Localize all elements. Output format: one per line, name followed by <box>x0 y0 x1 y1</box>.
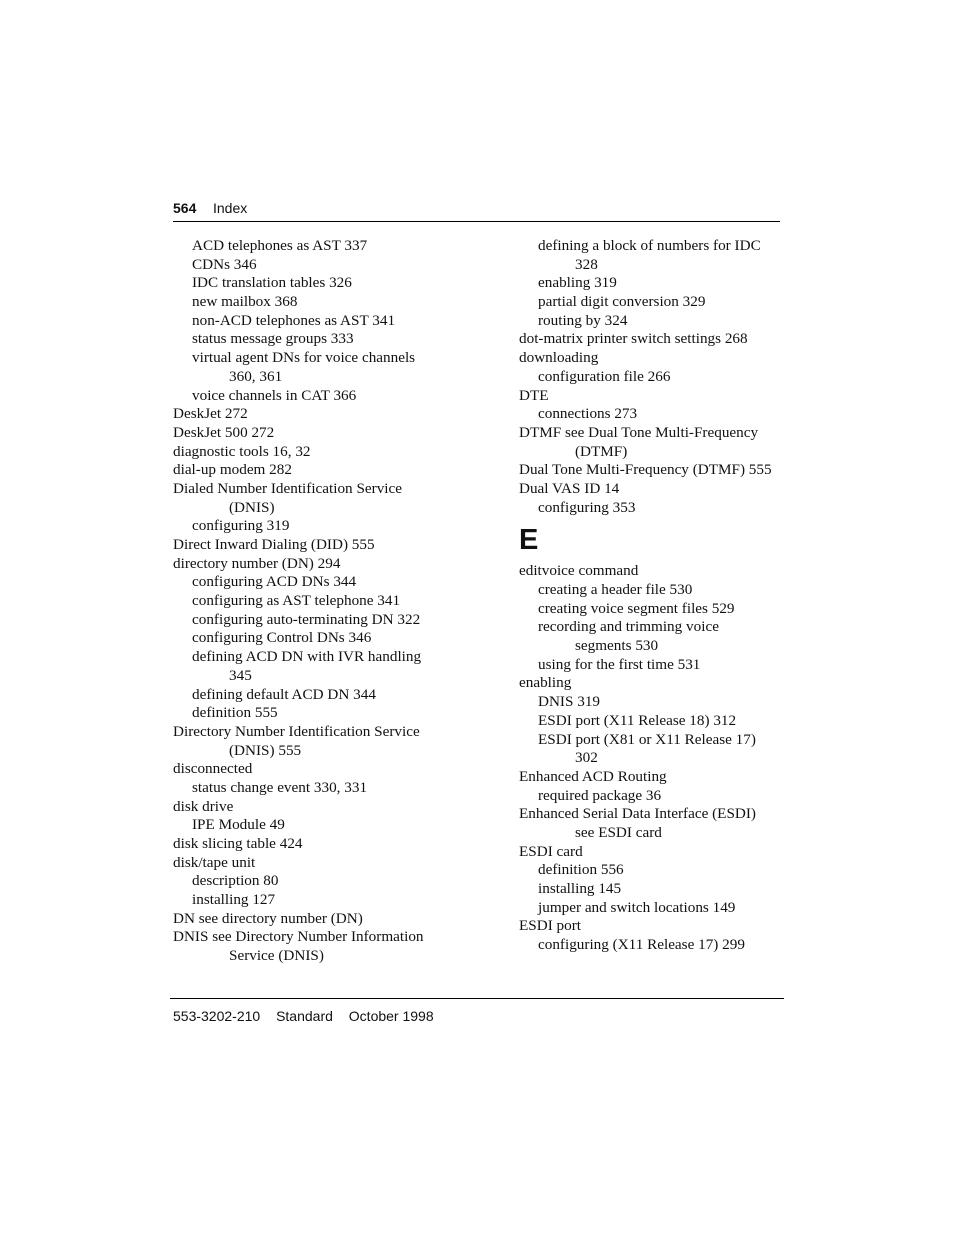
index-subentry: configuring as AST telephone 341 <box>192 592 401 610</box>
index-subentry: IPE Module 49 <box>192 816 285 834</box>
index-entry: DN see directory number (DN) <box>173 909 363 927</box>
section-letter-heading: E <box>519 524 539 557</box>
index-entry: DTMF see Dual Tone Multi-Frequency <box>519 423 759 441</box>
index-subentry: ACD telephones as AST 337 <box>192 237 368 254</box>
page-header <box>173 199 780 222</box>
index-subentry: voice channels in CAT 366 <box>192 386 357 404</box>
index-subentry: defining default ACD DN 344 <box>192 685 376 703</box>
index-subentry: definition 556 <box>538 861 624 879</box>
index-subentry: routing by 324 <box>538 311 628 329</box>
index-continuation: segments 530 <box>575 637 659 655</box>
index-entry: enabling <box>519 674 572 692</box>
index-entry: downloading <box>519 349 599 367</box>
index-subentry: jumper and switch locations 149 <box>538 898 736 916</box>
index-subentry: connections 273 <box>538 405 638 423</box>
index-subentry: creating voice segment files 529 <box>538 599 735 617</box>
index-entry: Enhanced ACD Routing <box>519 767 667 785</box>
index-subentry: creating a header file 530 <box>538 581 693 598</box>
index-continuation: (DNIS) 555 <box>229 741 302 759</box>
index-entry: editvoice command <box>519 562 639 580</box>
index-entry: disk/tape unit <box>173 853 256 871</box>
index-continuation: (DTMF) <box>575 442 628 460</box>
index-subentry: ESDI port (X11 Release 18) 312 <box>538 711 737 729</box>
index-entries-d-continued <box>519 237 789 517</box>
index-subentry: description 80 <box>192 872 279 890</box>
index-entry: Directory Number Identification Service <box>173 722 420 740</box>
index-continuation: 345 <box>229 666 252 684</box>
index-subentry: installing 145 <box>538 880 622 897</box>
index-entry: Dialed Number Identification Service <box>173 479 402 497</box>
index-entry: ESDI port <box>519 917 582 935</box>
index-subentry: configuring auto-terminating DN 322 <box>192 610 421 628</box>
index-subentry: non-ACD telephones as AST 341 <box>192 311 396 329</box>
index-subentry: definition 555 <box>192 704 278 722</box>
index-entry: Direct Inward Dialing (DID) 555 <box>173 536 375 553</box>
index-subentry: virtual agent DNs for voice channels <box>192 349 416 367</box>
page-number: 564 <box>173 200 197 216</box>
index-subentry: configuring ACD DNs 344 <box>192 573 357 591</box>
index-entry: dot-matrix printer switch settings 268 <box>519 330 748 348</box>
index-continuation: Service (DNIS) <box>229 947 324 965</box>
index-continuation: (DNIS) <box>229 498 275 516</box>
index-entry: dial-up modem 282 <box>173 461 292 479</box>
index-subentry: new mailbox 368 <box>192 293 298 311</box>
index-subentry: installing 127 <box>192 891 276 909</box>
index-subentry: defining a block of numbers for IDC <box>538 237 761 254</box>
index-subentry: configuration file 266 <box>538 367 671 385</box>
index-subentry: using for the first time 531 <box>538 655 701 673</box>
index-entry: DNIS see Directory Number Information <box>173 928 424 946</box>
section-title: Index <box>213 200 248 216</box>
index-entry: directory number (DN) 294 <box>173 554 341 572</box>
index-entry: diagnostic tools 16, 32 <box>173 442 311 460</box>
index-entries-e <box>519 562 789 954</box>
index-subentry: partial digit conversion 329 <box>538 293 706 311</box>
index-subentry: configuring 353 <box>538 498 636 516</box>
index-subentry: ESDI port (X81 or X11 Release 17) <box>538 730 756 748</box>
doc-date: October 1998 <box>348 1008 434 1024</box>
index-entry: DeskJet 272 <box>173 405 248 423</box>
doc-status: Standard <box>276 1008 333 1024</box>
doc-number: 553-3202-210 <box>173 1008 261 1024</box>
index-entry: Enhanced Serial Data Interface (ESDI) <box>519 805 756 823</box>
index-subentry: recording and trimming voice <box>538 618 719 636</box>
index-continuation: 302 <box>575 749 598 767</box>
index-entry: DeskJet 500 272 <box>173 423 275 441</box>
index-entry: disconnected <box>173 760 253 778</box>
index-entry: Dual VAS ID 14 <box>519 479 620 497</box>
index-subentry: CDNs 346 <box>192 255 257 273</box>
index-subentry: configuring Control DNs 346 <box>192 629 372 647</box>
index-subentry: required package 36 <box>538 786 662 804</box>
index-entry: disk slicing table 424 <box>173 835 303 852</box>
footer-rule <box>170 998 784 999</box>
index-entry: DTE <box>519 386 549 404</box>
index-subentry: configuring 319 <box>192 517 290 535</box>
index-entry: Dual Tone Multi-Frequency (DTMF) 555 <box>519 461 772 479</box>
index-subentry: status message groups 333 <box>192 330 354 348</box>
index-subentry: configuring (X11 Release 17) 299 <box>538 936 745 954</box>
index-column-left <box>173 237 503 966</box>
index-continuation: see ESDI card <box>575 823 662 841</box>
page-footer <box>173 1008 446 1024</box>
index-entry: ESDI card <box>519 842 583 860</box>
index-subentry: status change event 330, 331 <box>192 778 368 796</box>
index-column-right <box>519 237 789 955</box>
index-subentry: IDC translation tables 326 <box>192 274 352 292</box>
index-continuation: 328 <box>575 255 598 273</box>
index-subentry: enabling 319 <box>538 274 617 292</box>
index-continuation: 360, 361 <box>229 367 283 385</box>
index-subentry: DNIS 319 <box>538 693 601 711</box>
index-subentry: defining ACD DN with IVR handling <box>192 648 422 666</box>
index-entry: disk drive <box>173 797 234 815</box>
